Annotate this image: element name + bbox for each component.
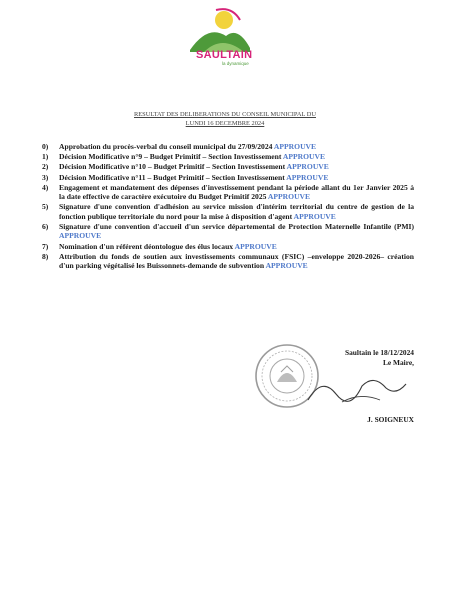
list-item — [42, 173, 414, 182]
status-label: APPROUVE — [293, 211, 336, 221]
item-content — [59, 162, 414, 171]
item-number: 5) — [42, 202, 49, 212]
list-item — [42, 142, 414, 151]
list-item — [42, 242, 414, 251]
item-text: Approbation du procès-verbal du conseil municipal du 27/09/2024 — [59, 142, 273, 151]
status-label: APPROUVE — [234, 241, 277, 251]
item-text: Signature d'une convention d'adhésion au service mission d'intérim territorial du centre de gestion de la fonction publique territoriale du nord pour la mise à disposition d'agent — [59, 202, 414, 221]
item-content — [59, 252, 414, 271]
signature-place-block — [345, 348, 414, 368]
list-item — [42, 252, 414, 271]
item-number: 3) — [42, 172, 49, 182]
status-label: APPROUVE — [286, 162, 329, 172]
item-content — [59, 173, 414, 182]
status-label: APPROUVE — [265, 261, 308, 271]
item-text: Attribution du fonds de soutien aux investissements communaux (FSIC) –enveloppe 2020-2026– création d'un parking végétalisé les Buissonnets-demande de subvention — [59, 251, 414, 271]
item-number: 8) — [42, 251, 49, 261]
heading-line-1: RESULTAT DES DELIBERATIONS DU CONSEIL MUNICIPAL DU — [134, 111, 316, 118]
item-number: 0) — [42, 142, 49, 151]
item-text: Nomination d'un référent déontologue des élus locaux — [59, 241, 234, 251]
item-number: 7) — [42, 241, 49, 251]
item-number: 4) — [42, 182, 49, 192]
signer-name: J. SOIGNEUX — [367, 415, 414, 424]
list-item — [42, 222, 414, 241]
place-date: Saultain le 18/12/2024 — [345, 348, 414, 357]
item-number: 6) — [42, 222, 49, 232]
item-content — [59, 183, 414, 202]
heading-line-2: LUNDI 16 DECEMBRE 2024 — [185, 120, 265, 127]
status-label: APPROUVE — [282, 152, 326, 162]
sun-icon — [215, 11, 233, 29]
item-content — [59, 142, 414, 151]
deliberation-list — [42, 142, 414, 271]
document-heading — [60, 110, 390, 128]
item-content — [59, 152, 414, 161]
handwritten-signature-icon — [302, 366, 412, 410]
list-item — [42, 202, 414, 221]
item-number: 1) — [42, 152, 49, 162]
status-label: APPROUVE — [59, 231, 102, 241]
list-item — [42, 162, 414, 171]
item-content — [59, 202, 414, 221]
item-text: Décision Modificative n°9 – Budget Primitif – Section Investissement — [59, 152, 282, 162]
list-item — [42, 152, 414, 161]
item-text: Engagement et mandatement des dépenses d'investissement pendant la période allant du 1er Janvier 2025 à la date effective de caractère exécutoire du Budget Primitif 2025 — [59, 182, 414, 202]
status-label: APPROUVE — [267, 192, 311, 202]
status-label: APPROUVE — [273, 142, 317, 151]
logo-tagline: la dynamique — [222, 61, 249, 66]
status-label: APPROUVE — [286, 172, 329, 182]
signer-title: Le Maire, — [382, 358, 414, 367]
list-item — [42, 183, 414, 202]
item-text: Signature d'une convention d'accueil d'un service départemental de Protection Maternelle Infantile (PMI) — [59, 222, 414, 232]
item-content — [59, 222, 414, 241]
logo-wordmark: SAULTAIN — [196, 49, 253, 61]
item-content — [59, 242, 414, 251]
item-text: Décision Modificative n°11 – Budget Primitif – Section Investissement — [59, 172, 285, 182]
item-text: Décision Modificative n°10 – Budget Primitif – Section Investissement — [59, 162, 286, 172]
item-number: 2) — [42, 162, 49, 172]
